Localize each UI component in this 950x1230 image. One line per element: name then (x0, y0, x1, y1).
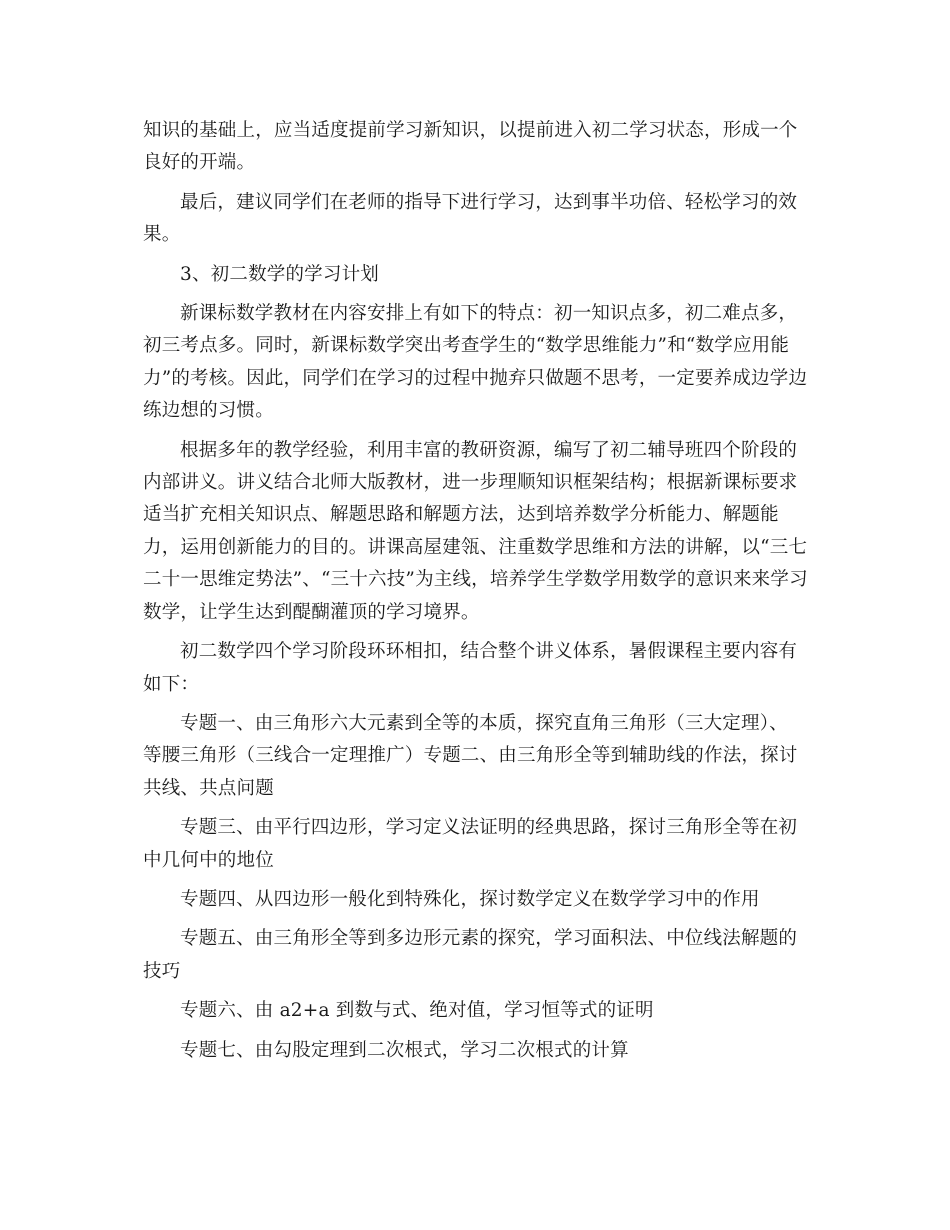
paragraph-topic-7 (143, 1035, 805, 1067)
paragraph-topic-4 (143, 884, 805, 916)
text-line: 专题三、由平行四边形，学习定义法证明的经典思路，探讨三角形全等在初 (180, 817, 798, 839)
text-line: 共线、共点问题 (143, 777, 274, 799)
text-line: 果。 (143, 224, 181, 246)
text-line: 适当扩充相关知识点、解题思路和解题方法，达到培养数学分析能力、解题能 (143, 504, 779, 526)
text-line: 根据多年的教学经验，利用丰富的教研资源，编写了初二辅导班四个阶段的 (180, 439, 798, 461)
paragraph-textbook-features (143, 298, 808, 428)
text-line: 二十一思维定势法”、“三十六技”为主线，培养学生学数学用数学的意识来来学习 (143, 569, 808, 591)
text-line: 初二数学四个学习阶段环环相扣，结合整个讲义体系，暑假课程主要内容有 (180, 641, 798, 663)
text-line: 新课标数学教材在内容安排上有如下的特点：初一知识点多，初二难点多， (180, 303, 798, 325)
text-line: 力，运用创新能力的目的。讲课高屋建瓴、注重数学思维和方法的讲解，以“三七 (143, 536, 808, 558)
text-line: 专题五、由三角形全等到多边形元素的探究，学习面积法、中位线法解题的 (180, 928, 798, 950)
text-line: 力”的考核。因此，同学们在学习的过程中抛弃只做题不思考，一定要养成边学边 (143, 367, 808, 389)
text-line: 中几何中的地位 (143, 849, 274, 871)
text-line: 如下： (143, 673, 200, 695)
text-line: 良好的开端。 (143, 152, 256, 174)
heading-text: 3、初二数学的学习计划 (180, 263, 379, 285)
section-heading (143, 259, 805, 291)
text-line: 专题七、由勾股定理到二次根式，学习二次根式的计算 (180, 1039, 629, 1061)
text-line: 等腰三角形（三线合一定理推广）专题二、由三角形全等到辅助线的作法，探讨 (143, 745, 798, 767)
text-line: 最后，建议同学们在老师的指导下进行学习，达到事半功倍、轻松学习的效 (180, 191, 798, 213)
text-line: 初三考点多。同时，新课标数学突出考查学生的“数学思维能力”和“数学应用能 (143, 335, 790, 357)
paragraph-topic-3 (143, 812, 805, 877)
text-line: 专题六、由 a2+a 到数与式、绝对值，学习恒等式的证明 (180, 1000, 654, 1022)
paragraph-topic-1-2 (143, 708, 805, 805)
paragraph-intro-continued (143, 115, 805, 180)
paragraph-topic-5 (143, 923, 805, 988)
text-line: 知识的基础上，应当适度提前学习新知识，以提前进入初二学习状态，形成一个 (143, 120, 798, 141)
paragraph-lecture-notes (143, 435, 808, 629)
text-line: 专题一、由三角形六大元素到全等的本质，探究直角三角形（三大定理）、 (180, 712, 788, 734)
paragraph-topic-6 (143, 995, 805, 1027)
text-line: 专题四、从四边形一般化到特殊化，探讨数学定义在数学学习中的作用 (180, 888, 760, 910)
text-line: 技巧 (143, 960, 181, 982)
paragraph-advice (143, 187, 805, 252)
text-line: 数学，让学生达到醍醐灌顶的学习境界。 (143, 601, 480, 623)
paragraph-course-overview (143, 636, 805, 701)
text-line: 练边想的习惯。 (143, 400, 274, 422)
text-line: 内部讲义。讲义结合北师大版教材，进一步理顺知识框架结构；根据新课标要求 (143, 472, 798, 494)
document-body (143, 115, 808, 1074)
